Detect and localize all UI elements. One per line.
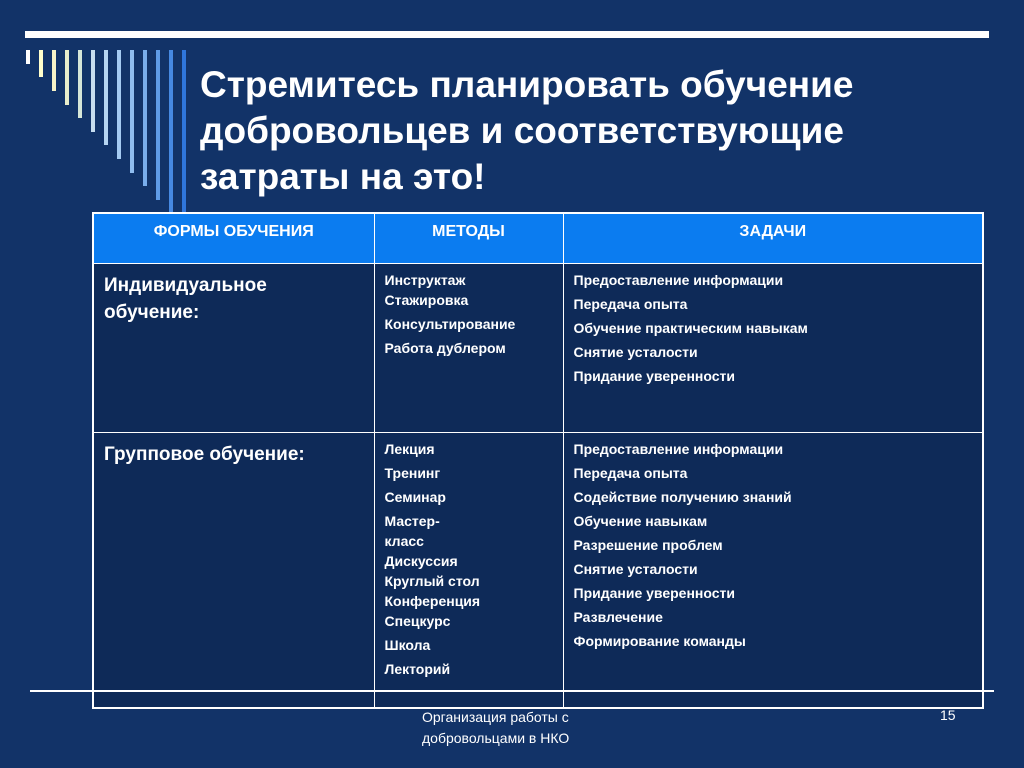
task-item: Передача опыта bbox=[573, 295, 688, 312]
methods-individual bbox=[374, 263, 563, 432]
header-forms: ФОРМЫ ОБУЧЕНИЯ bbox=[93, 213, 374, 263]
footer-line-2: добровольцами в НКО bbox=[422, 730, 570, 746]
page-number: 15 bbox=[940, 707, 956, 723]
task-item: Содействие получению знаний bbox=[573, 488, 792, 505]
method-item: Спецкурс bbox=[384, 612, 451, 629]
method-item: класс bbox=[384, 532, 424, 549]
table-row bbox=[93, 432, 983, 708]
header-methods: МЕТОДЫ bbox=[374, 213, 563, 263]
stripe-5 bbox=[78, 50, 82, 118]
stripe-12 bbox=[169, 50, 173, 213]
task-item: Придание уверенности bbox=[573, 367, 735, 384]
method-item: Лекторий bbox=[384, 660, 451, 677]
bottom-divider bbox=[30, 690, 994, 692]
form-individual: Индивидуальное обучение: bbox=[93, 263, 374, 432]
top-divider bbox=[25, 31, 989, 38]
task-item: Формирование команды bbox=[573, 632, 746, 649]
stripe-6 bbox=[91, 50, 95, 132]
slide-title bbox=[200, 62, 960, 200]
method-item: Работа дублером bbox=[384, 339, 506, 356]
stripe-1 bbox=[26, 50, 30, 64]
tasks-group bbox=[563, 432, 983, 708]
stripe-4 bbox=[65, 50, 69, 105]
task-item: Передача опыта bbox=[573, 464, 688, 481]
method-item: Круглый стол bbox=[384, 572, 480, 589]
stripe-10 bbox=[143, 50, 147, 186]
method-item: Мастер- bbox=[384, 512, 440, 529]
task-item: Снятие усталости bbox=[573, 343, 698, 360]
stripe-8 bbox=[117, 50, 121, 159]
stripe-3 bbox=[52, 50, 56, 91]
task-item: Обучение практическим навыкам bbox=[573, 319, 808, 336]
stripe-2 bbox=[39, 50, 43, 77]
method-item: Дискуссия bbox=[384, 552, 458, 569]
method-item: Семинар bbox=[384, 488, 446, 505]
stripe-9 bbox=[130, 50, 134, 173]
title-line-3: затраты на это! bbox=[200, 156, 486, 197]
method-item: Консультирование bbox=[384, 315, 516, 332]
task-item: Предоставление информации bbox=[573, 271, 784, 288]
method-item: Тренинг bbox=[384, 464, 441, 481]
method-item: Конференция bbox=[384, 592, 481, 609]
footer-text bbox=[422, 707, 682, 749]
task-item: Развлечение bbox=[573, 608, 663, 625]
task-item: Снятие усталости bbox=[573, 560, 698, 577]
method-item: Стажировка bbox=[384, 291, 469, 308]
task-item: Придание уверенности bbox=[573, 584, 735, 601]
tasks-individual bbox=[563, 263, 983, 432]
stripe-13 bbox=[182, 50, 186, 227]
method-item: Инструктаж bbox=[384, 271, 466, 288]
method-item: Лекция bbox=[384, 440, 435, 457]
task-item: Обучение навыкам bbox=[573, 512, 708, 529]
training-table bbox=[92, 212, 984, 709]
decorative-stripes bbox=[26, 50, 206, 230]
form-group: Групповое обучение: bbox=[93, 432, 374, 708]
stripe-11 bbox=[156, 50, 160, 200]
title-line-2: добровольцев и соответствующие bbox=[200, 110, 844, 151]
method-item: Школа bbox=[384, 636, 431, 653]
methods-group bbox=[374, 432, 563, 708]
table-row bbox=[93, 263, 983, 432]
header-tasks: ЗАДАЧИ bbox=[563, 213, 983, 263]
table-header-row bbox=[93, 213, 983, 263]
footer-line-1: Организация работы с bbox=[422, 709, 569, 725]
task-item: Предоставление информации bbox=[573, 440, 784, 457]
task-item: Разрешение проблем bbox=[573, 536, 723, 553]
stripe-7 bbox=[104, 50, 108, 145]
title-line-1: Стремитесь планировать обучение bbox=[200, 64, 854, 105]
